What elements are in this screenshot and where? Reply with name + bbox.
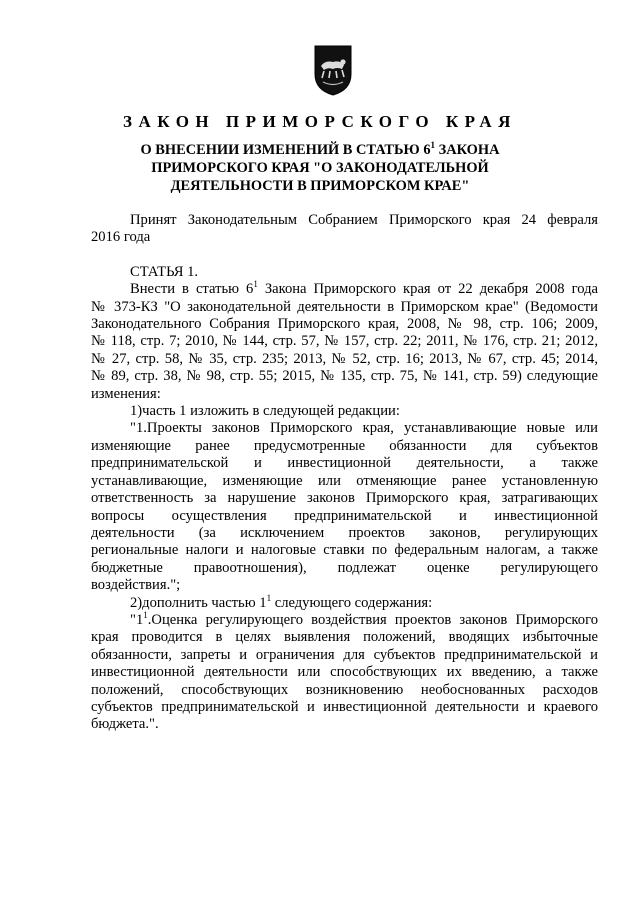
item-1: 1)часть 1 изложить в следующей редакции: [130, 403, 400, 420]
heading-line-2: ПРИМОРСКОГО КРАЯ "О ЗАКОНОДАТЕЛЬНОЙ [151, 160, 489, 176]
law-title: ЗАКОН ПРИМОРСКОГО КРАЯ [123, 112, 517, 131]
coat-of-arms-icon [313, 44, 353, 96]
law-heading [100, 141, 540, 195]
item-2: 2)дополнить частью $1^1$ следующего содержания: [130, 592, 433, 611]
law-body [91, 212, 598, 734]
quote-1: "1.Проекты законов Приморского края, устанавливающие новые или изменяющие ранее предусмотренные обязанности для субъектов предпринимательской и инвестиционной деятельности, а также устанавливающие, изменяющие или отменяющие ранее установленную ответственность за нарушение законов Приморского края, затрагивающих вопросы осуществления предпринимательской и инвестиционной деятельности (за исключением проектов законов, регулирующих региональные налоги и налоговые ставки по федеральным налогам, а также бюджетные правоотношения), подлежат оценке регулирующего воздействия."; [91, 420, 598, 594]
quote-2: "$1^1.Оценка$ регулирующего воздействия проектов законов Приморского края проводится в целях выявления положений, вводящих избыточные обязанности, запреты и ограничения для субъектов предпринимательской и инвестиционной деятельности или способствующих их введению, а также положений, способствующих возникновению необоснованных расходов субъектов предпринимательской и инвестиционной деятельности и краевого бюджета.". [91, 609, 598, 733]
heading-line-3: ДЕЯТЕЛЬНОСТИ В ПРИМОРСКОМ КРАЕ" [170, 178, 470, 194]
heading-line-1: О ВНЕСЕНИИ ИЗМЕНЕНИЙ В СТАТЬЮ $6^1$ ЗАКОНА [140, 140, 500, 158]
article-label: СТАТЬЯ 1. [130, 263, 199, 280]
article-intro: Внести в статью $6^1$ Закона Приморского края от 22 декабря 2008 года № 373-КЗ "О законодательной деятельности в Приморском крае" (Ведомости Законодательного Собрания Приморского края, 2008, № 98, стр. 106; 2009, № 118, стр. 7; 2010, № 144, стр. 57, № 157, стр. 22; 2011, № 176, стр. 21; 2012, № 27, стр. 58, № 35, стр. 235; 2013, № 52, стр. 16; 2013, № 67, стр. 45; 2014, № 89, стр. 38, № 98, стр. 55; 2015, № 135, стр. 75, № 141, стр. 59) следующие изменения: [91, 279, 598, 402]
adoption-statement: Принят Законодательным Собранием Приморского края 24 февраля 2016 года [91, 212, 598, 246]
